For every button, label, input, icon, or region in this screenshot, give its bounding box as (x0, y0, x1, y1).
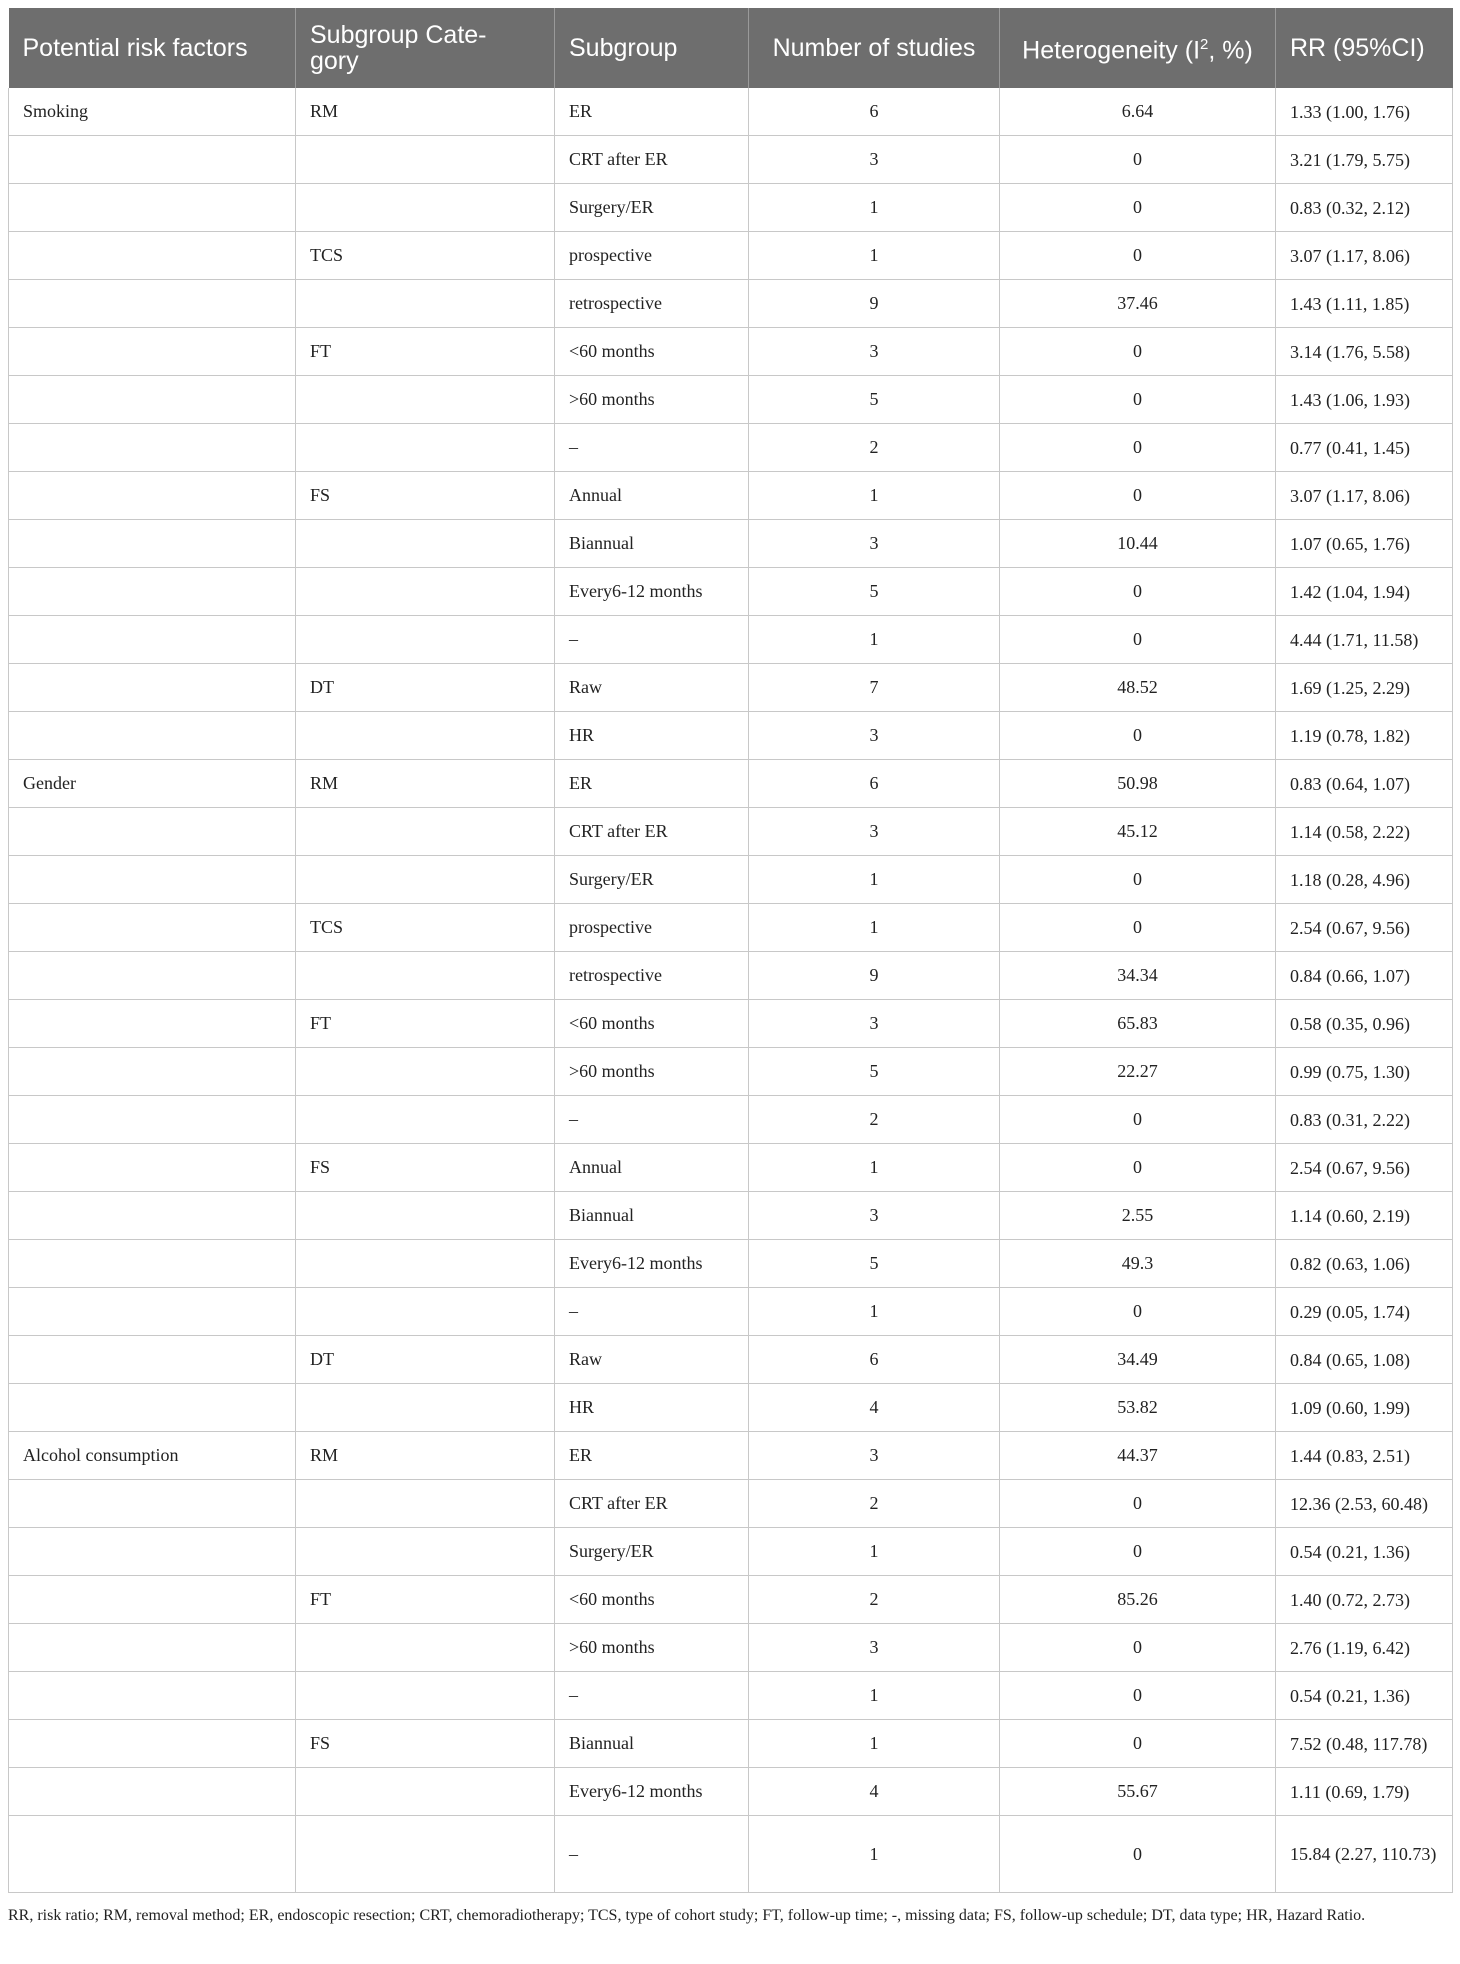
cell-subgroup-category: FS (296, 1144, 555, 1192)
cell-subgroup: Annual (555, 472, 749, 520)
cell-risk-factor (9, 568, 296, 616)
cell-rr: 3.07 (1.17, 8.06) (1276, 232, 1453, 280)
cell-heterogeneity: 0 (1000, 472, 1276, 520)
cell-heterogeneity: 0 (1000, 1816, 1276, 1893)
table-row (9, 1192, 1453, 1240)
cell-rr: 1.07 (0.65, 1.76) (1276, 520, 1453, 568)
header-heterogeneity (1000, 8, 1276, 88)
cell-risk-factor (9, 1576, 296, 1624)
cell-subgroup-category (296, 424, 555, 472)
table-row (9, 1048, 1453, 1096)
cell-number-of-studies: 2 (749, 1096, 1000, 1144)
cell-heterogeneity: 55.67 (1000, 1768, 1276, 1816)
cell-rr: 1.33 (1.00, 1.76) (1276, 88, 1453, 136)
cell-subgroup: – (555, 424, 749, 472)
cell-subgroup-category (296, 1096, 555, 1144)
cell-heterogeneity: 53.82 (1000, 1384, 1276, 1432)
cell-rr: 12.36 (2.53, 60.48) (1276, 1480, 1453, 1528)
table-row (9, 952, 1453, 1000)
cell-subgroup-category (296, 520, 555, 568)
cell-number-of-studies: 1 (749, 1288, 1000, 1336)
cell-risk-factor (9, 1240, 296, 1288)
cell-heterogeneity: 10.44 (1000, 520, 1276, 568)
cell-rr: 1.44 (0.83, 2.51) (1276, 1432, 1453, 1480)
table-row (9, 184, 1453, 232)
cell-risk-factor (9, 1096, 296, 1144)
cell-rr: 0.29 (0.05, 1.74) (1276, 1288, 1453, 1336)
cell-number-of-studies: 1 (749, 1720, 1000, 1768)
table-row (9, 664, 1453, 712)
cell-heterogeneity: 0 (1000, 1624, 1276, 1672)
cell-risk-factor (9, 376, 296, 424)
table-row (9, 760, 1453, 808)
cell-rr: 0.83 (0.31, 2.22) (1276, 1096, 1453, 1144)
cell-risk-factor (9, 328, 296, 376)
cell-rr: 1.09 (0.60, 1.99) (1276, 1384, 1453, 1432)
cell-subgroup: >60 months (555, 1048, 749, 1096)
cell-number-of-studies: 7 (749, 664, 1000, 712)
cell-rr: 3.21 (1.79, 5.75) (1276, 136, 1453, 184)
cell-number-of-studies: 1 (749, 856, 1000, 904)
cell-heterogeneity: 65.83 (1000, 1000, 1276, 1048)
cell-rr: 1.14 (0.58, 2.22) (1276, 808, 1453, 856)
cell-heterogeneity: 44.37 (1000, 1432, 1276, 1480)
cell-number-of-studies: 4 (749, 1384, 1000, 1432)
cell-number-of-studies: 9 (749, 952, 1000, 1000)
cell-risk-factor (9, 1048, 296, 1096)
cell-heterogeneity: 45.12 (1000, 808, 1276, 856)
cell-subgroup: Annual (555, 1144, 749, 1192)
cell-heterogeneity: 0 (1000, 328, 1276, 376)
cell-subgroup: <60 months (555, 328, 749, 376)
cell-subgroup-category: FT (296, 1000, 555, 1048)
cell-risk-factor (9, 1192, 296, 1240)
cell-subgroup-category: FT (296, 1576, 555, 1624)
cell-rr: 0.58 (0.35, 0.96) (1276, 1000, 1453, 1048)
cell-subgroup: – (555, 1288, 749, 1336)
cell-risk-factor (9, 1720, 296, 1768)
cell-subgroup: Raw (555, 664, 749, 712)
cell-heterogeneity: 0 (1000, 136, 1276, 184)
cell-risk-factor (9, 952, 296, 1000)
cell-risk-factor (9, 1336, 296, 1384)
cell-heterogeneity: 34.34 (1000, 952, 1276, 1000)
table-footnote: RR, risk ratio; RM, removal method; ER, endoscopic resection; CRT, chemoradiotherapy; TCS, type of cohort study; FT, follow-up time; -, missing data; FS, follow-up schedule; DT, data type; HR, Hazard Ratio. (8, 1907, 1366, 1924)
table-row (9, 1720, 1453, 1768)
cell-risk-factor (9, 1672, 296, 1720)
cell-rr: 3.14 (1.76, 5.58) (1276, 328, 1453, 376)
cell-subgroup-category (296, 808, 555, 856)
cell-risk-factor (9, 1144, 296, 1192)
cell-subgroup-category (296, 1624, 555, 1672)
cell-heterogeneity: 0 (1000, 1528, 1276, 1576)
cell-rr: 0.77 (0.41, 1.45) (1276, 424, 1453, 472)
cell-number-of-studies: 1 (749, 1816, 1000, 1893)
cell-subgroup-category: TCS (296, 904, 555, 952)
cell-subgroup-category (296, 856, 555, 904)
table-row (9, 88, 1453, 136)
cell-heterogeneity: 0 (1000, 424, 1276, 472)
cell-subgroup: Surgery/ER (555, 856, 749, 904)
cell-risk-factor (9, 1000, 296, 1048)
cell-number-of-studies: 6 (749, 88, 1000, 136)
cell-subgroup-category (296, 1528, 555, 1576)
header-risk-factor: Potential risk factors (9, 8, 296, 88)
cell-risk-factor (9, 1528, 296, 1576)
cell-rr: 0.99 (0.75, 1.30) (1276, 1048, 1453, 1096)
cell-subgroup-category: DT (296, 664, 555, 712)
header-heterogeneity-superscript: 2 (1200, 36, 1209, 54)
cell-subgroup-category: RM (296, 88, 555, 136)
cell-number-of-studies: 3 (749, 520, 1000, 568)
cell-subgroup-category: DT (296, 1336, 555, 1384)
table-row (9, 616, 1453, 664)
cell-rr: 0.84 (0.65, 1.08) (1276, 1336, 1453, 1384)
table-row (9, 1624, 1453, 1672)
table-row (9, 1000, 1453, 1048)
cell-heterogeneity: 34.49 (1000, 1336, 1276, 1384)
cell-number-of-studies: 6 (749, 1336, 1000, 1384)
cell-number-of-studies: 1 (749, 1144, 1000, 1192)
cell-number-of-studies: 1 (749, 232, 1000, 280)
cell-heterogeneity: 0 (1000, 616, 1276, 664)
cell-number-of-studies: 2 (749, 1576, 1000, 1624)
cell-risk-factor (9, 280, 296, 328)
cell-subgroup: ER (555, 88, 749, 136)
cell-risk-factor: Smoking (9, 88, 296, 136)
table-row (9, 1528, 1453, 1576)
cell-risk-factor (9, 616, 296, 664)
cell-subgroup: – (555, 1816, 749, 1893)
cell-subgroup: ER (555, 1432, 749, 1480)
cell-heterogeneity: 0 (1000, 712, 1276, 760)
cell-subgroup-category (296, 1384, 555, 1432)
cell-heterogeneity: 0 (1000, 1288, 1276, 1336)
cell-rr: 2.76 (1.19, 6.42) (1276, 1624, 1453, 1672)
cell-risk-factor (9, 1480, 296, 1528)
cell-subgroup-category (296, 1816, 555, 1893)
cell-subgroup-category: RM (296, 1432, 555, 1480)
cell-subgroup-category (296, 1480, 555, 1528)
cell-subgroup-category (296, 1192, 555, 1240)
cell-subgroup: Raw (555, 1336, 749, 1384)
table-row (9, 1096, 1453, 1144)
cell-subgroup-category (296, 1768, 555, 1816)
cell-risk-factor (9, 520, 296, 568)
cell-subgroup: retrospective (555, 280, 749, 328)
table-row (9, 520, 1453, 568)
cell-rr: 1.43 (1.11, 1.85) (1276, 280, 1453, 328)
cell-subgroup: HR (555, 712, 749, 760)
cell-number-of-studies: 5 (749, 1048, 1000, 1096)
cell-subgroup: Biannual (555, 520, 749, 568)
cell-risk-factor (9, 856, 296, 904)
cell-subgroup: Surgery/ER (555, 184, 749, 232)
cell-subgroup-category: FT (296, 328, 555, 376)
cell-number-of-studies: 3 (749, 328, 1000, 376)
cell-risk-factor (9, 472, 296, 520)
cell-subgroup-category: RM (296, 760, 555, 808)
cell-number-of-studies: 2 (749, 424, 1000, 472)
cell-subgroup: Biannual (555, 1192, 749, 1240)
cell-heterogeneity: 0 (1000, 1720, 1276, 1768)
cell-subgroup: CRT after ER (555, 1480, 749, 1528)
table-row (9, 904, 1453, 952)
cell-number-of-studies: 5 (749, 376, 1000, 424)
table-row (9, 1576, 1453, 1624)
table-row (9, 1288, 1453, 1336)
cell-rr: 1.14 (0.60, 2.19) (1276, 1192, 1453, 1240)
cell-heterogeneity: 0 (1000, 1144, 1276, 1192)
table-row (9, 1144, 1453, 1192)
table-row (9, 472, 1453, 520)
cell-number-of-studies: 1 (749, 472, 1000, 520)
cell-risk-factor (9, 1384, 296, 1432)
table-row (9, 1816, 1453, 1893)
subgroup-analysis-table (8, 8, 1453, 1893)
cell-subgroup: >60 months (555, 376, 749, 424)
table-row (9, 856, 1453, 904)
cell-subgroup-category (296, 568, 555, 616)
cell-subgroup: CRT after ER (555, 808, 749, 856)
table-row (9, 1384, 1453, 1432)
cell-heterogeneity: 0 (1000, 904, 1276, 952)
cell-subgroup-category (296, 280, 555, 328)
cell-subgroup-category: FS (296, 1720, 555, 1768)
cell-rr: 1.42 (1.04, 1.94) (1276, 568, 1453, 616)
cell-subgroup: Every6-12 months (555, 568, 749, 616)
cell-subgroup: ER (555, 760, 749, 808)
cell-rr: 1.18 (0.28, 4.96) (1276, 856, 1453, 904)
cell-rr: 1.43 (1.06, 1.93) (1276, 376, 1453, 424)
cell-risk-factor (9, 1624, 296, 1672)
cell-heterogeneity: 0 (1000, 568, 1276, 616)
table-row (9, 424, 1453, 472)
table-row (9, 1240, 1453, 1288)
cell-heterogeneity: 85.26 (1000, 1576, 1276, 1624)
cell-number-of-studies: 3 (749, 1624, 1000, 1672)
cell-heterogeneity: 48.52 (1000, 664, 1276, 712)
cell-heterogeneity: 2.55 (1000, 1192, 1276, 1240)
cell-subgroup: CRT after ER (555, 136, 749, 184)
cell-number-of-studies: 3 (749, 136, 1000, 184)
cell-heterogeneity: 0 (1000, 184, 1276, 232)
table-container (8, 8, 1452, 1893)
cell-subgroup-category (296, 1672, 555, 1720)
cell-subgroup-category (296, 1288, 555, 1336)
table-row (9, 568, 1453, 616)
cell-number-of-studies: 1 (749, 1672, 1000, 1720)
cell-rr: 3.07 (1.17, 8.06) (1276, 472, 1453, 520)
cell-subgroup: prospective (555, 232, 749, 280)
cell-subgroup-category (296, 1240, 555, 1288)
table-body (9, 88, 1453, 1893)
cell-rr: 2.54 (0.67, 9.56) (1276, 1144, 1453, 1192)
cell-risk-factor (9, 184, 296, 232)
cell-subgroup-category (296, 376, 555, 424)
table-row (9, 328, 1453, 376)
cell-risk-factor: Gender (9, 760, 296, 808)
cell-subgroup-category (296, 1048, 555, 1096)
cell-subgroup: – (555, 616, 749, 664)
cell-rr: 1.19 (0.78, 1.82) (1276, 712, 1453, 760)
cell-number-of-studies: 5 (749, 568, 1000, 616)
cell-number-of-studies: 2 (749, 1480, 1000, 1528)
cell-subgroup: >60 months (555, 1624, 749, 1672)
cell-number-of-studies: 3 (749, 1432, 1000, 1480)
table-row (9, 1480, 1453, 1528)
cell-number-of-studies: 3 (749, 808, 1000, 856)
table-row (9, 712, 1453, 760)
table-row (9, 1672, 1453, 1720)
cell-subgroup: retrospective (555, 952, 749, 1000)
cell-subgroup-category (296, 952, 555, 1000)
cell-heterogeneity: 0 (1000, 376, 1276, 424)
cell-heterogeneity: 0 (1000, 856, 1276, 904)
cell-subgroup: <60 months (555, 1576, 749, 1624)
table-row (9, 1336, 1453, 1384)
cell-number-of-studies: 1 (749, 616, 1000, 664)
cell-subgroup-category: TCS (296, 232, 555, 280)
cell-number-of-studies: 1 (749, 1528, 1000, 1576)
cell-subgroup-category (296, 616, 555, 664)
cell-risk-factor (9, 808, 296, 856)
cell-subgroup-category: FS (296, 472, 555, 520)
cell-number-of-studies: 9 (749, 280, 1000, 328)
cell-rr: 1.11 (0.69, 1.79) (1276, 1768, 1453, 1816)
header-number-of-studies: Number of studies (749, 8, 1000, 88)
cell-number-of-studies: 1 (749, 904, 1000, 952)
cell-rr: 1.40 (0.72, 2.73) (1276, 1576, 1453, 1624)
cell-rr: 1.69 (1.25, 2.29) (1276, 664, 1453, 712)
cell-number-of-studies: 3 (749, 1000, 1000, 1048)
cell-risk-factor (9, 1288, 296, 1336)
cell-number-of-studies: 6 (749, 760, 1000, 808)
cell-number-of-studies: 3 (749, 712, 1000, 760)
cell-risk-factor (9, 1816, 296, 1893)
cell-subgroup: – (555, 1672, 749, 1720)
table-row (9, 136, 1453, 184)
cell-heterogeneity: 0 (1000, 1480, 1276, 1528)
cell-subgroup: Biannual (555, 1720, 749, 1768)
cell-subgroup-category (296, 712, 555, 760)
table-row (9, 376, 1453, 424)
cell-heterogeneity: 50.98 (1000, 760, 1276, 808)
cell-number-of-studies: 1 (749, 184, 1000, 232)
cell-rr: 15.84 (2.27, 110.73) (1276, 1816, 1453, 1893)
cell-subgroup: Every6-12 months (555, 1240, 749, 1288)
cell-number-of-studies: 4 (749, 1768, 1000, 1816)
cell-subgroup-category (296, 184, 555, 232)
cell-rr: 0.84 (0.66, 1.07) (1276, 952, 1453, 1000)
cell-heterogeneity: 0 (1000, 1096, 1276, 1144)
cell-heterogeneity: 0 (1000, 1672, 1276, 1720)
cell-subgroup: HR (555, 1384, 749, 1432)
cell-risk-factor (9, 904, 296, 952)
header-heterogeneity-unit: , %) (1208, 36, 1253, 65)
cell-rr: 0.83 (0.64, 1.07) (1276, 760, 1453, 808)
cell-rr: 0.83 (0.32, 2.12) (1276, 184, 1453, 232)
cell-risk-factor (9, 136, 296, 184)
table-row (9, 1768, 1453, 1816)
header-heterogeneity-label: Heterogeneity (I (1022, 36, 1201, 65)
cell-heterogeneity: 49.3 (1000, 1240, 1276, 1288)
cell-heterogeneity: 22.27 (1000, 1048, 1276, 1096)
table-row (9, 280, 1453, 328)
cell-number-of-studies: 5 (749, 1240, 1000, 1288)
cell-subgroup: – (555, 1096, 749, 1144)
cell-heterogeneity: 37.46 (1000, 280, 1276, 328)
cell-subgroup: prospective (555, 904, 749, 952)
cell-risk-factor (9, 424, 296, 472)
cell-subgroup-category (296, 136, 555, 184)
cell-heterogeneity: 0 (1000, 232, 1276, 280)
table-row (9, 808, 1453, 856)
cell-risk-factor (9, 232, 296, 280)
table-row (9, 1432, 1453, 1480)
cell-risk-factor: Alcohol consumption (9, 1432, 296, 1480)
table-row (9, 232, 1453, 280)
cell-rr: 0.54 (0.21, 1.36) (1276, 1528, 1453, 1576)
cell-number-of-studies: 3 (749, 1192, 1000, 1240)
cell-rr: 0.54 (0.21, 1.36) (1276, 1672, 1453, 1720)
cell-rr: 4.44 (1.71, 11.58) (1276, 616, 1453, 664)
cell-risk-factor (9, 712, 296, 760)
header-subgroup-category: Subgroup Cate- gory (296, 8, 555, 88)
cell-rr: 7.52 (0.48, 117.78) (1276, 1720, 1453, 1768)
cell-rr: 2.54 (0.67, 9.56) (1276, 904, 1453, 952)
cell-heterogeneity: 6.64 (1000, 88, 1276, 136)
cell-subgroup: Every6-12 months (555, 1768, 749, 1816)
header-row (9, 8, 1453, 88)
header-subgroup: Subgroup (555, 8, 749, 88)
cell-rr: 0.82 (0.63, 1.06) (1276, 1240, 1453, 1288)
cell-risk-factor (9, 664, 296, 712)
cell-risk-factor (9, 1768, 296, 1816)
header-rr: RR (95%CI) (1276, 8, 1453, 88)
cell-subgroup: <60 months (555, 1000, 749, 1048)
cell-subgroup: Surgery/ER (555, 1528, 749, 1576)
